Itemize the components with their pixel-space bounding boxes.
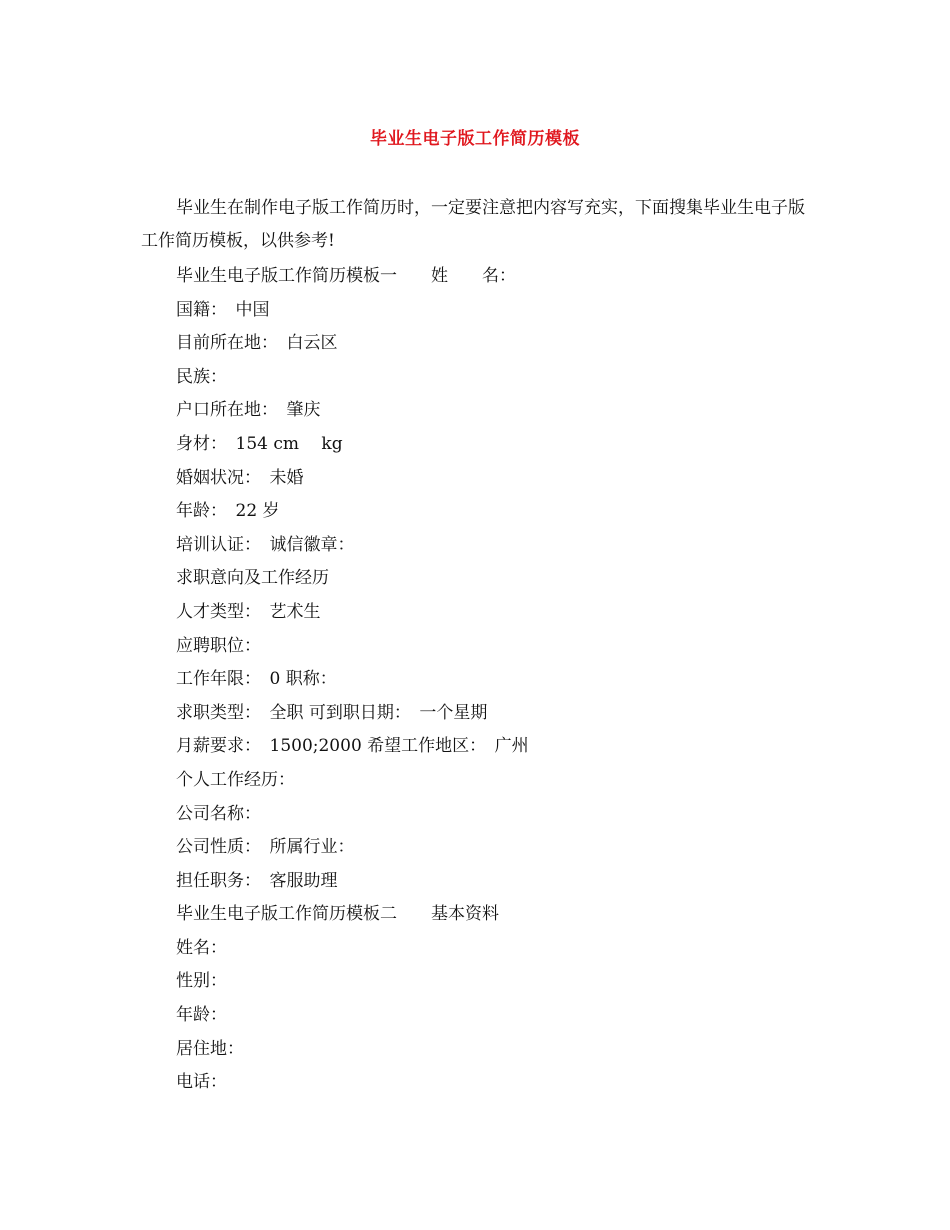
- intro-paragraph: 毕业生在制作电子版工作简历时，一定要注意把内容写充实，下面搜集毕业生电子版工作简历模板，以供参考!: [141, 198, 805, 251]
- line-salary: 月薪要求： 1500;2000 希望工作地区： 广州: [176, 736, 529, 757]
- line-template-one-name: 毕业生电子版工作简历模板一 姓 名：: [176, 266, 516, 286]
- line-nationality: 国籍： 中国: [176, 299, 270, 320]
- line-name: 姓名：: [176, 937, 227, 958]
- resume-lines: [176, 260, 826, 1100]
- line-talent-type: 人才类型： 艺术生: [176, 601, 321, 622]
- line-gender: 性别：: [176, 971, 227, 992]
- line-work-years: 工作年限： 0 职称：: [176, 669, 337, 690]
- line-current-location: 目前所在地： 白云区: [176, 333, 338, 354]
- line-section-work-history: 个人工作经历：: [176, 769, 295, 790]
- document-title: 毕业生电子版工作简历模板: [370, 129, 580, 149]
- line-company-name: 公司名称：: [176, 803, 261, 824]
- line-template-two: 毕业生电子版工作简历模板二 基本资料: [176, 904, 499, 925]
- line-height-weight: 身材： 154 cm kg: [176, 433, 343, 454]
- line-residence: 居住地：: [176, 1038, 244, 1059]
- line-company-nature: 公司性质： 所属行业：: [176, 837, 355, 858]
- line-job-title: 担任职务： 客服助理: [176, 870, 338, 891]
- line-age-two: 年龄：: [176, 1005, 227, 1026]
- line-phone: 电话：: [176, 1072, 227, 1093]
- line-marital-status: 婚姻状况： 未婚: [176, 467, 304, 488]
- line-ethnicity: 民族：: [176, 366, 227, 387]
- line-position-applied: 应聘职位：: [176, 635, 261, 656]
- line-job-type: 求职类型： 全职 可到职日期： 一个星期: [176, 702, 488, 723]
- line-certification: 培训认证： 诚信徽章：: [176, 534, 355, 555]
- line-hukou-location: 户口所在地： 肇庆: [176, 400, 321, 421]
- line-section-job-intent: 求职意向及工作经历: [176, 568, 329, 589]
- line-age: 年龄： 22 岁: [176, 501, 280, 522]
